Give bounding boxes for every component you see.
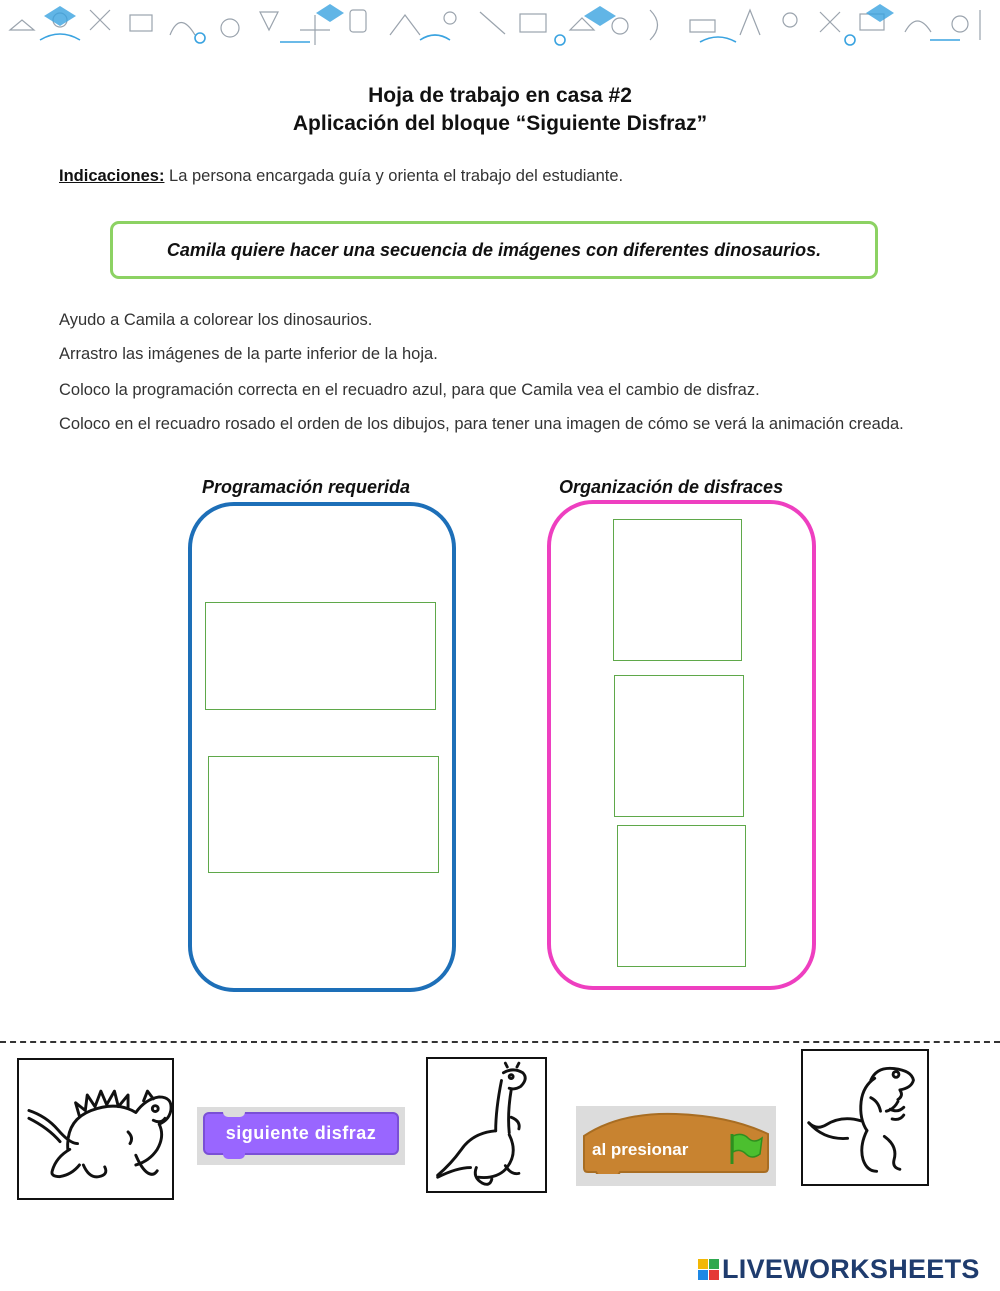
programming-drop-zone-1[interactable] xyxy=(205,602,436,710)
worksheet-title: Hoja de trabajo en casa #2 xyxy=(368,84,632,107)
logo-grid-icon xyxy=(698,1259,719,1280)
story-callout: Camila quiere hacer una secuencia de imágenes con diferentes dinosaurios. xyxy=(110,221,878,279)
programming-heading: Programación requerida xyxy=(202,477,411,497)
draggable-dinosaur-3[interactable] xyxy=(801,1049,929,1186)
dinosaur-trex-icon xyxy=(803,1051,927,1184)
liveworksheets-logo xyxy=(698,1254,980,1285)
doodle-banner xyxy=(0,0,1000,50)
costume-drop-zone-3[interactable] xyxy=(617,825,746,967)
next-costume-block[interactable] xyxy=(203,1112,399,1155)
next-costume-label: siguiente disfraz xyxy=(225,1123,377,1143)
step-1: Ayudo a Camila a colorear los dinosaurios. xyxy=(59,311,373,329)
step-3: Coloco la programación correcta en el recuadro azul, para que Camila vea el cambio de disfraz. xyxy=(59,381,760,399)
instructions-label: Indicaciones: xyxy=(59,167,165,185)
programming-area xyxy=(188,502,456,992)
step-4: Coloco en el recuadro rosado el orden de los dibujos, para tener una imagen de cómo se verá la animación creada. xyxy=(59,415,904,433)
costume-drop-zone-2[interactable] xyxy=(614,675,744,817)
costumes-heading: Organización de disfraces xyxy=(559,477,784,497)
when-flag-label: al presionar xyxy=(592,1140,689,1159)
logo-text: LIVEWORKSHEETS xyxy=(722,1254,980,1284)
costume-drop-zone-1[interactable] xyxy=(613,519,742,661)
dinosaur-stegosaurus-icon xyxy=(19,1060,172,1198)
draggable-dinosaur-1[interactable] xyxy=(17,1058,174,1200)
dinosaur-brontosaurus-icon xyxy=(428,1059,545,1191)
draggable-dinosaur-2[interactable] xyxy=(426,1057,547,1193)
instructions-text: La persona encargada guía y orienta el trabajo del estudiante. xyxy=(164,167,624,185)
step-2: Arrastro las imágenes de la parte inferior de la hoja. xyxy=(59,345,438,363)
cut-line xyxy=(0,1041,1000,1043)
programming-drop-zone-2[interactable] xyxy=(208,756,439,873)
worksheet-subtitle: Aplicación del bloque “Siguiente Disfraz” xyxy=(292,112,708,135)
school-doodles-icon xyxy=(0,0,1000,50)
instructions xyxy=(59,166,939,187)
